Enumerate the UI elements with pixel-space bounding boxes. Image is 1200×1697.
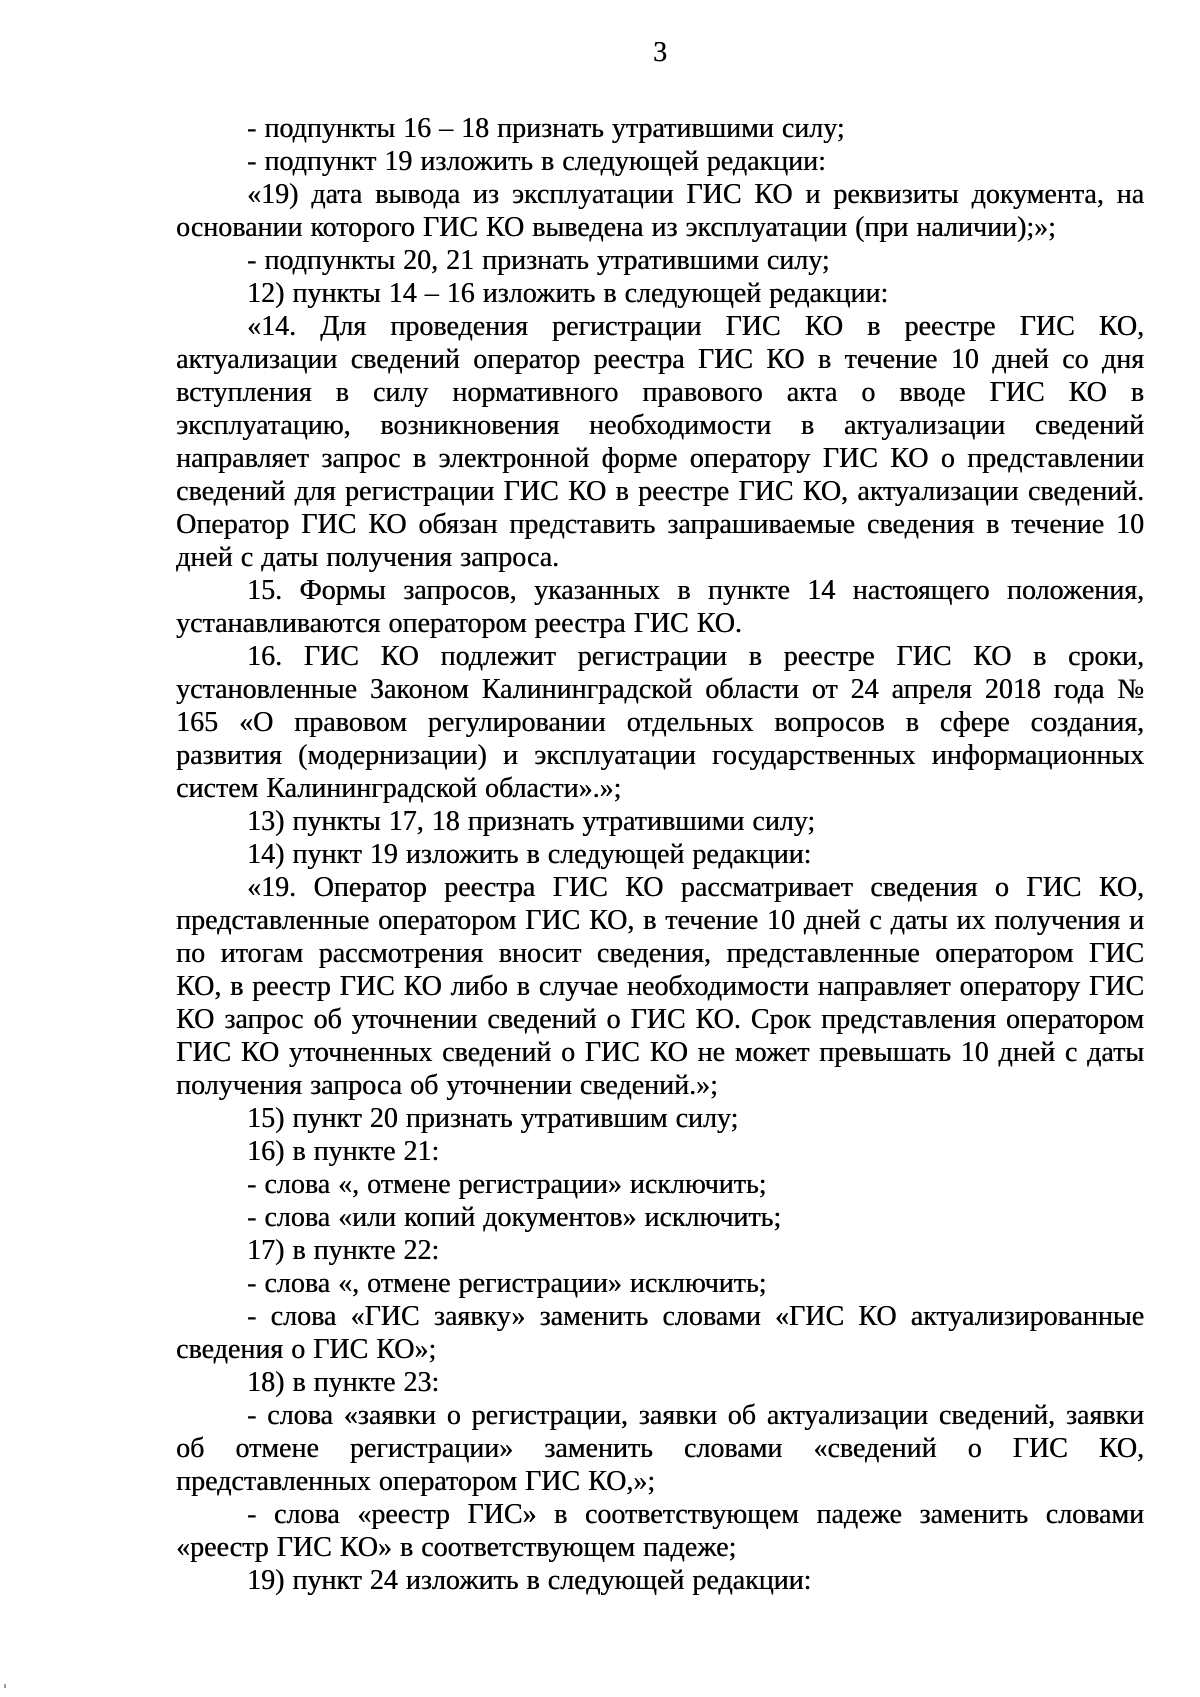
- paragraph: «19. Оператор реестра ГИС КО рассматривает сведения о ГИС КО, представленные оператором ГИС КО, в течение 10 дней с даты их получения и по итогам рассмотрения вносит сведения, представленные оператором ГИС КО, в реестр ГИС КО либо в случае необходимости направляет оператору ГИС КО запрос об уточнении сведений о ГИС КО. Срок представления оператором ГИС КО уточненных сведений о ГИС КО не может превышать 10 дней с даты получения запроса об уточнении сведений.»;: [176, 872, 1144, 1101]
- paragraph: - слова «реестр ГИС» в соответствующем падеже заменить словами «реестр ГИС КО» в соответствующем падеже;: [176, 1499, 1144, 1563]
- paragraph: 17) в пункте 22:: [247, 1235, 440, 1266]
- paragraph: 15) пункт 20 признать утратившим силу;: [247, 1103, 739, 1134]
- paragraph: 15. Формы запросов, указанных в пункте 14 настоящего положения, устанавливаются оператором реестра ГИС КО.: [176, 575, 1144, 639]
- paragraph: - слова «заявки о регистрации, заявки об актуализации сведений, заявки об отмене регистрации» заменить словами «сведений о ГИС КО, представленных оператором ГИС КО,»;: [176, 1400, 1144, 1497]
- paragraph: 16) в пункте 21:: [247, 1136, 440, 1167]
- paragraph: «14. Для проведения регистрации ГИС КО в реестре ГИС КО, актуализации сведений оператор реестра ГИС КО в течение 10 дней со дня вступления в силу нормативного правового акта о вводе ГИС КО в эксплуатацию, возникновения необходимости в актуализации сведений направляет запрос в электронной форме оператору ГИС КО о представлении сведений для регистрации ГИС КО в реестре ГИС КО, актуализации сведений. Оператор ГИС КО обязан представить запрашиваемые сведения в течение 10 дней с даты получения запроса.: [176, 311, 1144, 573]
- paragraph: - слова «, отмене регистрации» исключить;: [247, 1169, 767, 1200]
- page-number: 3: [653, 37, 667, 68]
- paragraph: 16. ГИС КО подлежит регистрации в реестре ГИС КО в сроки, установленные Законом Калининградской области от 24 апреля 2018 года № 165 «О правовом регулировании отдельных вопросов в сфере создания, развития (модернизации) и эксплуатации государственных информационных систем Калининградской области».»;: [176, 641, 1144, 804]
- scan-artifact: [4, 1684, 6, 1688]
- paragraph: «19) дата вывода из эксплуатации ГИС КО и реквизиты документа, на основании которого ГИС КО выведена из эксплуатации (при наличии);»;: [176, 179, 1144, 243]
- paragraph: - слова «, отмене регистрации» исключить;: [247, 1268, 767, 1299]
- paragraph: - слова «или копий документов» исключить;: [247, 1202, 782, 1233]
- paragraph: 18) в пункте 23:: [247, 1367, 440, 1398]
- paragraph: - подпункты 20, 21 признать утратившими силу;: [247, 245, 830, 276]
- paragraph: - подпункты 16 – 18 признать утратившими силу;: [247, 113, 845, 144]
- paragraph: 19) пункт 24 изложить в следующей редакции:: [247, 1565, 812, 1596]
- document-body: [176, 112, 1144, 1597]
- paragraph: - подпункт 19 изложить в следующей редакции:: [247, 146, 826, 177]
- paragraph: 12) пункты 14 – 16 изложить в следующей редакции:: [247, 278, 889, 309]
- paragraph: 13) пункты 17, 18 признать утратившими силу;: [247, 806, 816, 837]
- paragraph: 14) пункт 19 изложить в следующей редакции:: [247, 839, 812, 870]
- paragraph: - слова «ГИС заявку» заменить словами «ГИС КО актуализированные сведения о ГИС КО»;: [176, 1301, 1144, 1365]
